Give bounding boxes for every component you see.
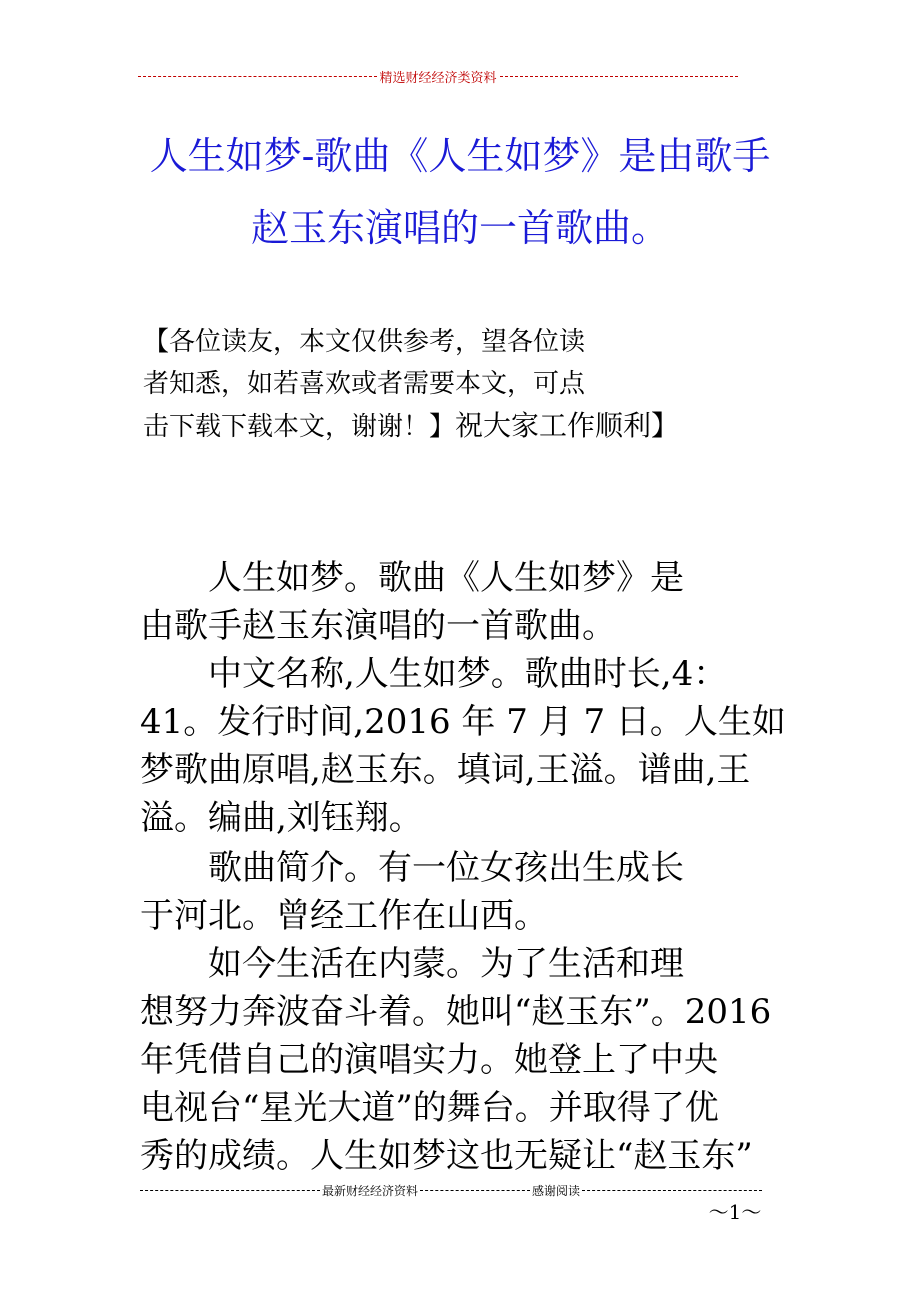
- notice-wish: 祝大家工作顺利】: [455, 409, 680, 442]
- body-line: 于河北。曾经工作在山西。: [140, 896, 548, 936]
- header-divider-left: [138, 76, 377, 77]
- body-line: 人生如梦。歌曲《人生如梦》是: [140, 558, 684, 598]
- body-line: 梦歌曲原唱,赵玉东。填词,王溢。谱曲,王: [140, 750, 751, 790]
- header-divider-right: [500, 76, 739, 77]
- page-number: ～1～: [708, 1200, 762, 1224]
- body-line: 歌曲简介。有一位女孩出生成长: [140, 848, 684, 888]
- body-line: 电视台“星光大道”的舞台。并取得了优: [140, 1088, 719, 1128]
- footer-divider-left: [140, 1190, 320, 1191]
- body-line: 年凭借自己的演唱实力。她登上了中央: [140, 1040, 718, 1080]
- body-line: 秀的成绩。人生如梦这也无疑让“赵玉东”: [140, 1136, 753, 1176]
- header-text: 精选财经经济类资料: [379, 70, 497, 86]
- document-title-line-1: 人生如梦-歌曲《人生如梦》是由歌手: [149, 134, 771, 178]
- footer-text-left: 最新财经经济资料: [321, 1183, 418, 1198]
- body-line: 由歌手赵玉东演唱的一首歌曲。: [140, 606, 616, 646]
- document-title-line-2: 赵玉东演唱的一首歌曲。: [250, 206, 669, 250]
- body-line: 中文名称,人生如梦。歌曲时长,4：: [140, 654, 728, 694]
- footer-divider-middle: [420, 1190, 530, 1191]
- body-line: 想努力奔波奋斗着。她叫“赵玉东”。2016: [140, 992, 772, 1032]
- notice-line-2: 者知悉，如若喜欢或者需要本文，可点: [143, 369, 586, 399]
- body-line: 如今生活在内蒙。为了生活和理: [140, 944, 684, 984]
- page-footer: [140, 1180, 762, 1200]
- footer-text-right: 感谢阅读: [532, 1183, 581, 1198]
- body-line: 溢。编曲,刘钰翔。: [140, 798, 423, 838]
- notice-line-3: [143, 408, 679, 445]
- footer-divider-right: [582, 1190, 762, 1191]
- page-header: [138, 66, 738, 86]
- notice-line-3-text: 击下载下载本文，谢谢！】: [143, 412, 456, 442]
- notice-line-1: 【各位读友，本文仅供参考，望各位读: [143, 327, 586, 357]
- body-line: 41。发行时间,2016 年 7 月 7 日。人生如: [140, 702, 786, 742]
